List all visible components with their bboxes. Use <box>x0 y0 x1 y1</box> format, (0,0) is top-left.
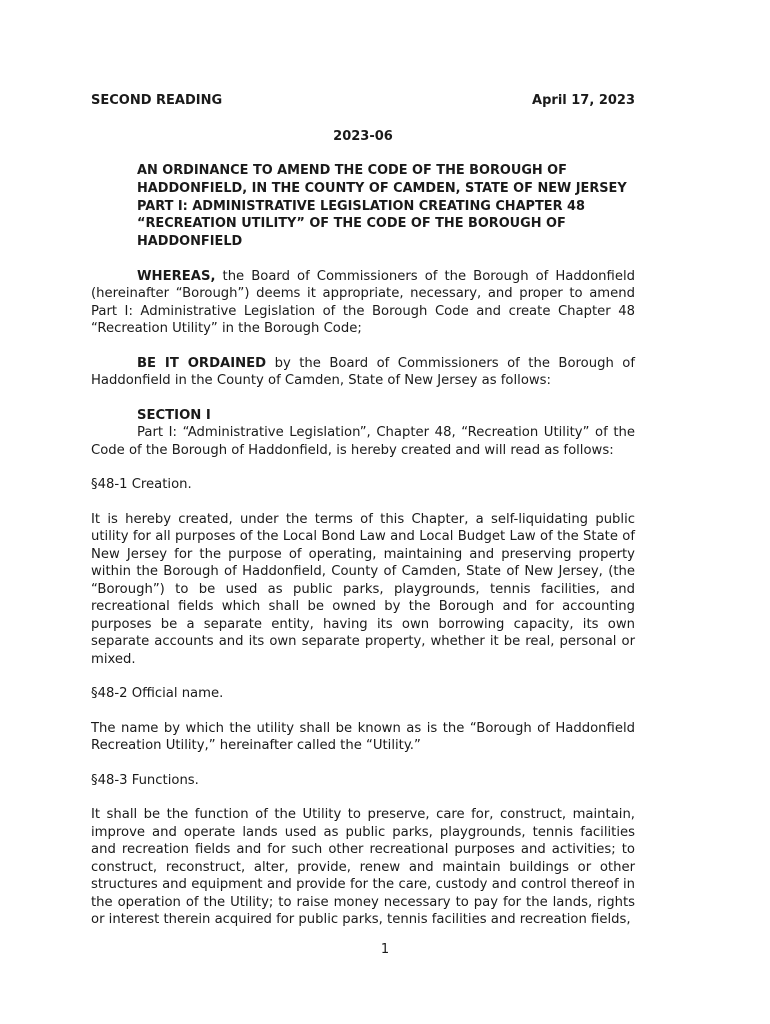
ordained-paragraph <box>91 355 635 390</box>
whereas-paragraph <box>91 268 635 338</box>
ordained-lead: BE IT ORDAINED <box>137 355 267 371</box>
ordinance-title: AN ORDINANCE TO AMEND THE CODE OF THE BOROUGH OF HADDONFIELD, IN THE COUNTY OF CAMDEN, STATE OF NEW JERSEY PART I: ADMINISTRATIVE LEGISLATION CREATING CHAPTER 48 “RECREATION UTILITY” OF THE CODE OF THE BOROUGH OF HADDONFIELD <box>137 163 627 250</box>
header-row <box>91 92 635 110</box>
section-48-1-text: It is hereby created, under the terms of this Chapter, a self-liquidating public utility for all purposes of the Local Bond Law and Local Budget Law of the State of New Jersey for the purpose of operating, maintaining and preserving property within the Borough of Haddonfield, County of Camden, State of New Jersey, (the “Borough”) to be used as public parks, playgrounds, tennis facilities, and recreational fields which shall be owned by the Borough and for accounting purposes be a separate entity, having its own borrowing capacity, its own separate accounts and its own separate property, whether it be real, personal or mixed. <box>91 511 635 667</box>
section-48-2-heading: §48-2 Official name. <box>91 686 224 702</box>
document-page <box>91 92 635 929</box>
ordained-text: by the Board of Commissioners of the Borough of Haddonfield in the County of Camden, State of New Jersey as follows: <box>91 355 635 389</box>
section-text: Part I: “Administrative Legislation”, Chapter 48, “Recreation Utility” of the Code of the Borough of Haddonfield, is hereby created and will read as follows: <box>91 425 635 458</box>
section-48-3-text: It shall be the function of the Utility to preserve, care for, construct, maintain, improve and operate lands used as public parks, playgrounds, tennis facilities and recreation fields and for such other recreational purposes and activities; to construct, reconstruct, alter, provide, renew and maintain buildings or other structures and equipment and provide for the care, custody and control thereof in the operation of the Utility; to raise money necessary to pay for the lands, rights or interest therein acquired for public parks, tennis facilities and recreation fields, <box>91 807 635 928</box>
date-label: April 17, 2023 <box>532 93 635 108</box>
reading-label: SECOND READING <box>91 93 223 108</box>
section-48-2-text: The name by which the utility shall be known as is the “Borough of Haddonfield Recreation Utility,” hereinafter called the “Utility.” <box>91 720 635 754</box>
whereas-text: the Board of Commissioners of the Borough of Haddonfield (hereinafter “Borough”) deems it appropriate, necessary, and proper to amend Part I: Administrative Legislation of the Borough Code and create Chapter 48 “Recreation Utility” in the Borough Code; <box>91 268 635 337</box>
section-48-3-heading: §48-3 Functions. <box>91 772 199 788</box>
page-number: 1 <box>380 942 390 957</box>
section-heading: SECTION I <box>137 407 211 423</box>
ordinance-number: 2023-06 <box>333 128 393 144</box>
whereas-lead: WHEREAS, <box>137 268 216 284</box>
section-48-1-heading: §48-1 Creation. <box>91 477 192 493</box>
